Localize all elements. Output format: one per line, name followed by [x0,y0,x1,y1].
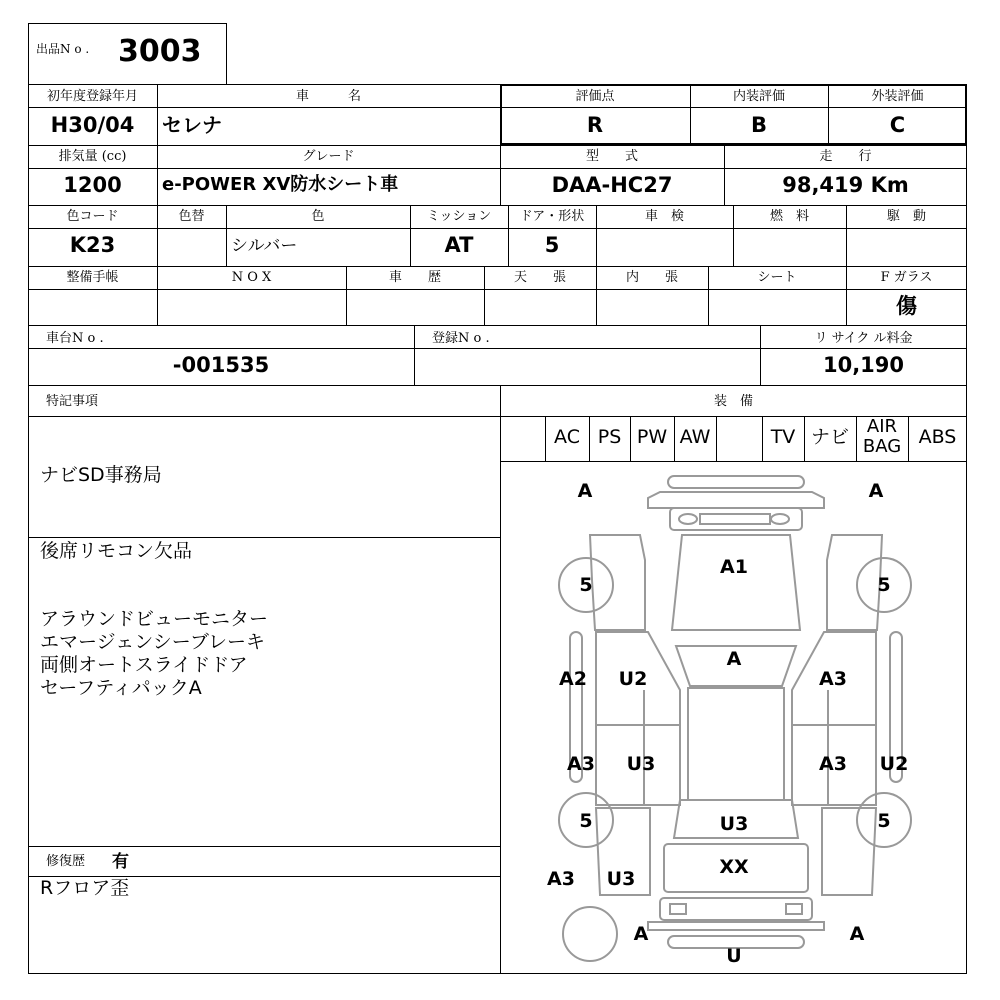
mark-right-rear-outer: U2 [879,753,909,775]
drive-label: 駆 動 [886,209,926,224]
mark-tire-fl: 5 [579,574,593,596]
repair-note: Rフロア歪 [40,877,130,899]
notes-label: 特記事項 [46,394,99,409]
glass-label: F ガラス [880,270,933,285]
chassis-value: -001535 [172,353,270,377]
mark-left-front-inner: U2 [618,668,648,690]
displacement-label: 排気量 (cc) [58,149,127,164]
repaint-label: 色替 [178,209,205,224]
interior-trim-label: 内 張 [625,270,678,285]
lot-number-label: 出品N o . [36,42,90,56]
seat-label: シート [757,270,797,285]
mark-front-left-corner: A [577,480,593,502]
registration-label: 登録N o . [432,331,490,346]
interior-label: 内装評価 [732,89,785,104]
roof-label: 天 張 [513,270,566,285]
maintenance-label: 整備手帳 [66,270,119,285]
repair-label: 修復歴 [46,854,86,869]
exterior-value: C [889,113,906,137]
score-label: 評価点 [575,89,615,104]
door-label: ドア・形状 [519,209,585,224]
grade-value: e-POWER XV防水シート車 [162,174,399,195]
equip-ps: PS [597,426,622,448]
interior-value: B [750,113,767,137]
lot-number: 3003 [118,34,202,69]
car-diagram [501,462,967,974]
mark-left-rear-quarter: A3 [547,868,575,890]
model-value: DAA-HC27 [551,173,673,197]
glass-value: 傷 [896,293,917,318]
door-value: 5 [544,233,560,257]
chassis-label: 車台N o . [46,331,104,346]
car-name-value: セレナ [162,113,222,137]
car-name-label: 車 名 [295,89,361,104]
color-value: シルバー [231,236,298,256]
equip-airbag: AIR BAG [862,416,902,457]
mark-rear-left-corner: A [633,923,649,945]
mission-label: ミッション [426,209,492,224]
equip-aw: AW [679,426,711,448]
equip-navi: ナビ [810,426,849,448]
color-code-value: K23 [69,233,116,257]
mark-hood: A1 [720,556,748,578]
mark-tire-rl: 5 [579,810,593,832]
first-reg-label: 初年度登録年月 [46,89,138,104]
first-reg-value: H30/04 [50,113,135,137]
color-label: 色 [311,209,325,224]
note-line-4: エマージェンシーブレーキ [40,631,266,653]
nox-label: N O X [231,270,272,285]
mark-right-front-door: A3 [819,668,847,690]
equip-abs: ABS [918,426,957,448]
mark-tire-rr: 5 [877,810,891,832]
note-line-3: アラウンドビューモニター [40,608,269,630]
note-line-6: セーフティパックA [40,677,202,699]
repair-value: 有 [112,852,129,872]
note-line-5: 両側オートスライドドア [40,654,248,676]
note-line-1: ナビSD事務局 [40,464,162,486]
mark-right-rear-door: A3 [819,753,847,775]
inspection-label: 車 検 [644,209,684,224]
equip-ac: AC [554,426,580,448]
mileage-label: 走 行 [819,149,872,164]
model-label: 型 式 [585,149,638,164]
mark-left-rear-quarter-inner: U3 [606,868,636,890]
color-code-label: 色コード [66,209,119,224]
mission-value: AT [444,233,474,257]
score-value: R [586,113,604,137]
recycle-label: リ サイク ル料金 [814,331,913,346]
equip-pw: PW [636,426,668,448]
mark-windshield: A [726,648,742,670]
history-label: 車 歴 [388,270,441,285]
mark-trunk: XX [719,856,749,878]
displacement-value: 1200 [63,173,122,197]
equip-tv: TV [770,426,796,448]
grade-label: グレード [302,149,355,164]
mark-front-right-corner: A [868,480,884,502]
mark-left-front-door: A2 [559,668,587,690]
recycle-value: 10,190 [822,353,905,377]
mileage-value: 98,419 Km [782,173,909,197]
mark-rear-bumper: U [726,945,742,967]
mark-rear-right-corner: A [849,923,865,945]
mark-tire-fr: 5 [877,574,891,596]
fuel-label: 燃 料 [769,209,809,224]
mark-left-rear-door: A3 [567,753,595,775]
mark-left-rear-inner: U3 [626,753,656,775]
mark-rear-glass: U3 [719,813,749,835]
exterior-label: 外装評価 [871,89,924,104]
note-line-2: 後席リモコン欠品 [40,540,193,562]
equipment-label: 装 備 [713,394,753,409]
